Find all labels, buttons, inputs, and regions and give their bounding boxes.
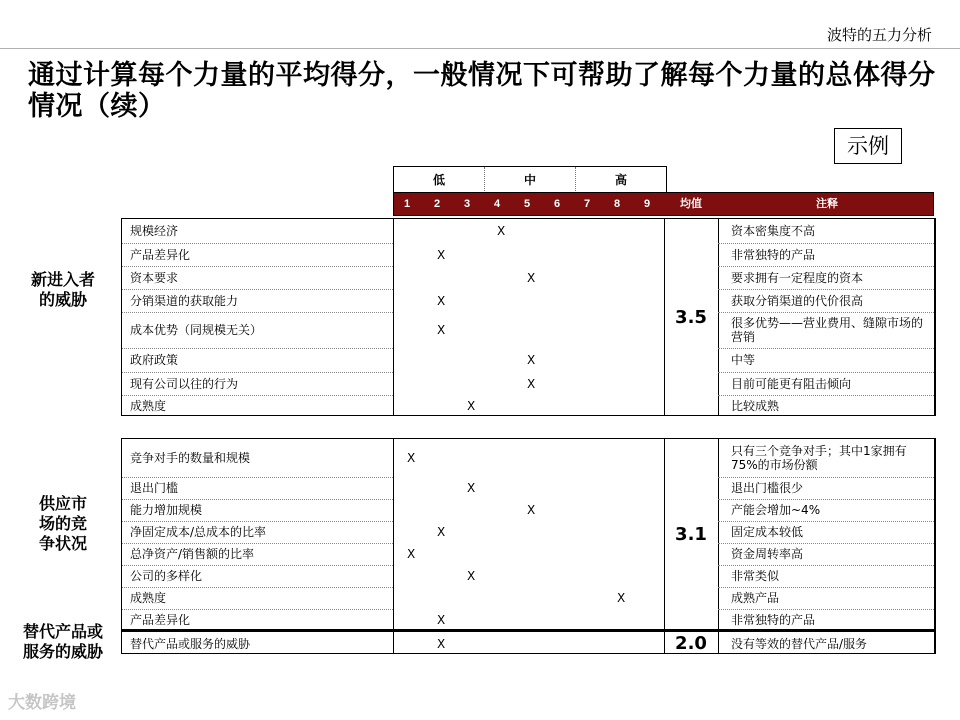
average-column-header: 均值 bbox=[680, 198, 702, 210]
factor-label: 总净资产/销售额的比率 bbox=[130, 547, 255, 561]
document-title: 波特的五力分析 bbox=[826, 26, 932, 44]
score-mark: X bbox=[527, 503, 536, 517]
row-separator bbox=[122, 372, 393, 373]
score-mark: X bbox=[527, 353, 536, 367]
force-category bbox=[10, 494, 116, 554]
force-table bbox=[121, 630, 936, 654]
score-mark: X bbox=[437, 613, 446, 627]
note-text: 退出门槛很少 bbox=[731, 481, 804, 495]
note-text: 要求拥有一定程度的资本 bbox=[731, 270, 864, 285]
column-divider bbox=[718, 632, 719, 653]
factor-label: 能力增加规模 bbox=[130, 503, 203, 517]
factor-label: 成熟度 bbox=[130, 399, 167, 413]
note-text: 非常独特的产品 bbox=[731, 247, 816, 262]
score-mark: X bbox=[527, 376, 536, 391]
score-mark: X bbox=[437, 323, 446, 337]
scale-number: 1 bbox=[404, 198, 411, 210]
score-mark: X bbox=[437, 293, 446, 308]
row-separator bbox=[122, 289, 393, 290]
factor-label: 产品差异化 bbox=[130, 247, 191, 262]
note-text: 资金周转率高 bbox=[731, 547, 804, 561]
scale-number: 5 bbox=[524, 198, 531, 210]
row-separator bbox=[718, 521, 934, 522]
row-separator bbox=[718, 289, 934, 290]
score-mark: X bbox=[617, 591, 626, 605]
row-separator bbox=[718, 587, 934, 588]
note-text: 很多优势——营业费用、缝隙市场的营销 bbox=[731, 316, 924, 344]
scale-number: 9 bbox=[644, 198, 651, 210]
score-mark: X bbox=[437, 525, 446, 539]
scale-number-bar bbox=[393, 192, 934, 216]
row-separator bbox=[122, 312, 393, 313]
row-separator bbox=[122, 395, 393, 396]
category-line: 场的竞 bbox=[38, 514, 87, 533]
row-separator bbox=[122, 565, 393, 566]
score-mark: X bbox=[467, 399, 476, 413]
factor-label: 成熟度 bbox=[130, 591, 167, 605]
factor-label: 成本优势（同规模无关） bbox=[130, 323, 263, 337]
scale-group-header bbox=[393, 166, 667, 193]
factor-label: 竞争对手的数量和规模 bbox=[130, 451, 251, 465]
factor-label: 资本要求 bbox=[130, 270, 179, 285]
force-table bbox=[121, 438, 936, 630]
note-text: 成熟产品 bbox=[731, 591, 780, 605]
note-text: 非常类似 bbox=[731, 569, 780, 583]
category-line: 争状况 bbox=[38, 534, 87, 553]
column-divider bbox=[393, 632, 394, 653]
category-line: 的威胁 bbox=[38, 290, 87, 309]
note-text: 目前可能更有阻击倾向 bbox=[731, 376, 852, 391]
scale-number: 7 bbox=[584, 198, 591, 210]
score-mark: X bbox=[437, 637, 446, 651]
row-separator bbox=[718, 395, 934, 396]
factor-label: 公司的多样化 bbox=[130, 569, 203, 583]
column-divider bbox=[393, 439, 394, 629]
row-separator bbox=[122, 587, 393, 588]
category-line: 替代产品或 bbox=[22, 622, 103, 641]
row-separator bbox=[718, 477, 934, 478]
column-divider bbox=[718, 219, 719, 415]
factor-label: 净固定成本/总成本的比率 bbox=[130, 525, 267, 539]
force-category bbox=[10, 622, 116, 662]
example-badge: 示例 bbox=[834, 128, 902, 164]
average-score: 2.0 bbox=[675, 633, 707, 654]
score-mark: X bbox=[407, 451, 416, 465]
scale-group-mid: 中 bbox=[484, 167, 575, 193]
slide-headline: 通过计算每个力量的平均得分，一般情况下可帮助了解每个力量的总体得分情况（续） bbox=[28, 60, 936, 122]
row-separator bbox=[122, 521, 393, 522]
factor-label: 退出门槛 bbox=[130, 481, 179, 495]
factor-label: 规模经济 bbox=[130, 224, 179, 238]
force-table bbox=[121, 218, 936, 416]
scale-number: 2 bbox=[434, 198, 441, 210]
note-text: 没有等效的替代产品/服务 bbox=[731, 637, 868, 651]
header-divider bbox=[0, 48, 960, 49]
scale-group-low: 低 bbox=[432, 173, 445, 187]
factor-label: 分销渠道的获取能力 bbox=[130, 293, 239, 308]
row-separator bbox=[718, 609, 934, 610]
scale-number: 4 bbox=[494, 198, 501, 210]
note-text: 中等 bbox=[731, 353, 756, 367]
score-mark: X bbox=[527, 270, 536, 285]
row-separator bbox=[122, 477, 393, 478]
factor-label: 政府政策 bbox=[130, 353, 179, 367]
scale-number: 3 bbox=[464, 198, 471, 210]
row-separator bbox=[718, 348, 934, 349]
note-text: 比较成熟 bbox=[731, 399, 780, 413]
factor-label: 现有公司以往的行为 bbox=[130, 376, 239, 391]
column-divider bbox=[393, 219, 394, 415]
column-divider bbox=[718, 439, 719, 629]
score-mark: X bbox=[467, 569, 476, 583]
factor-label: 替代产品或服务的威胁 bbox=[130, 637, 251, 651]
row-separator bbox=[122, 499, 393, 500]
category-line: 服务的威胁 bbox=[22, 642, 103, 661]
category-line: 供应市 bbox=[38, 494, 87, 513]
average-score: 3.1 bbox=[675, 524, 707, 545]
score-mark: X bbox=[467, 481, 476, 495]
note-column-header: 注释 bbox=[816, 198, 838, 210]
row-separator bbox=[718, 243, 934, 244]
row-separator bbox=[122, 243, 393, 244]
scale-group-high: 高 bbox=[575, 167, 666, 193]
row-separator bbox=[718, 312, 934, 313]
average-score: 3.5 bbox=[675, 307, 707, 328]
row-separator bbox=[718, 266, 934, 267]
row-separator bbox=[718, 543, 934, 544]
factor-label: 产品差异化 bbox=[130, 613, 191, 627]
score-mark: X bbox=[437, 247, 446, 262]
category-line: 新进入者 bbox=[30, 270, 95, 289]
row-separator bbox=[718, 372, 934, 373]
row-separator bbox=[122, 543, 393, 544]
note-text: 获取分销渠道的代价很高 bbox=[731, 293, 864, 308]
watermark-logo: 大数跨境 bbox=[8, 693, 76, 713]
note-text: 只有三个竞争对手；其中1家拥有75%的市场份额 bbox=[731, 444, 907, 472]
note-text: 产能会增加~4% bbox=[731, 503, 821, 517]
row-separator bbox=[718, 499, 934, 500]
row-separator bbox=[122, 348, 393, 349]
note-text: 非常独特的产品 bbox=[731, 613, 816, 627]
scale-number: 8 bbox=[614, 198, 621, 210]
scale-number: 6 bbox=[554, 198, 561, 210]
score-mark: X bbox=[407, 547, 416, 561]
row-separator bbox=[122, 609, 393, 610]
force-category bbox=[10, 270, 116, 310]
note-text: 固定成本较低 bbox=[731, 525, 804, 539]
row-separator bbox=[122, 266, 393, 267]
row-separator bbox=[718, 565, 934, 566]
note-text: 资本密集度不高 bbox=[731, 224, 816, 238]
score-mark: X bbox=[497, 224, 506, 238]
